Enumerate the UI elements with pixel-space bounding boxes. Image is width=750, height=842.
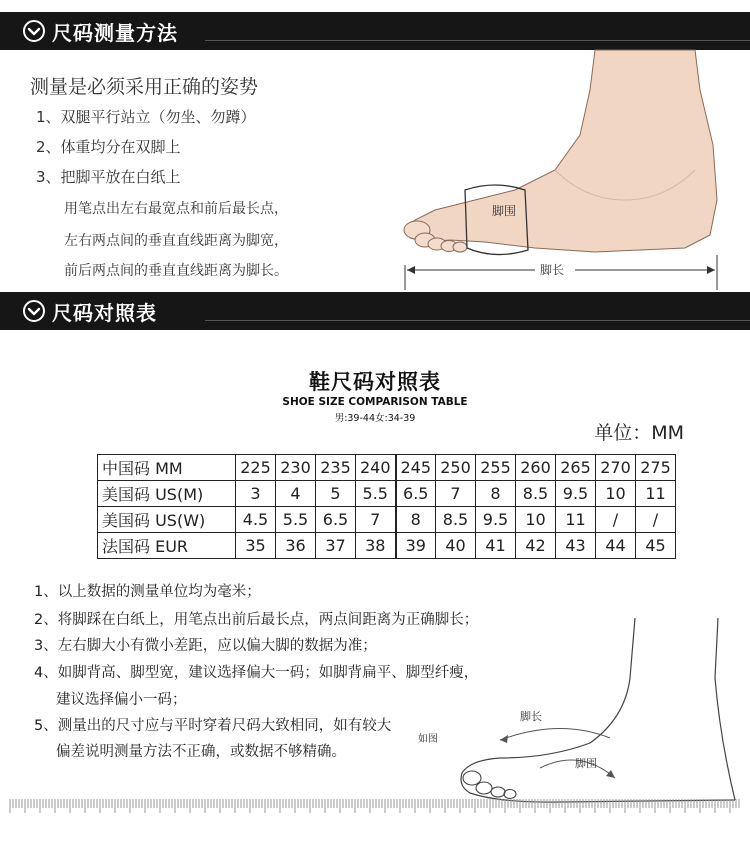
measure-note-1: 用笔点出左右最宽点和前后最长点， [64,201,288,217]
size-cell: 10 [516,507,556,533]
size-row-label: 美国码 US(W) [98,507,236,533]
section-banner-size-chart [0,292,750,330]
banner-divider [205,320,750,321]
size-cell: 240 [356,455,396,481]
size-table-row [98,481,676,507]
measure-step-1: 1、双腿平行站立（勿坐、勿蹲） [36,108,256,126]
size-row-label: 法国码 EUR [98,533,236,559]
size-cell: 275 [636,455,676,481]
size-row-label: 中国码 MM [98,455,236,481]
size-cell: 270 [596,455,636,481]
size-cell: 3 [236,481,276,507]
chevron-down-circle-icon [22,19,46,43]
note-2: 2、将脚踩在白纸上，用笔点出前后最长点，两点间距离为正确脚长； [34,612,479,628]
foot-outline-illustration [418,618,740,808]
size-table-title: 鞋尺码对照表 [309,370,441,394]
note-5: 5、测量出的尺寸应与平时穿着尺码大致相同，如有较大 [34,718,392,734]
size-cell: 7 [356,507,396,533]
size-cell: 265 [556,455,596,481]
size-cell: 11 [636,481,676,507]
size-cell: 8 [476,481,516,507]
size-cell: 8 [396,507,436,533]
size-cell: 4 [276,481,316,507]
size-table-row [98,455,676,481]
size-cell: 8.5 [436,507,476,533]
size-cell: 37 [316,533,356,559]
note-4-cont: 建议选择偏小一码； [56,692,187,708]
size-cell: 39 [396,533,436,559]
size-cell: / [596,507,636,533]
outline-length-label: 脚长 [520,710,542,723]
size-cell: 7 [436,481,476,507]
measure-step-2: 2、体重均分在双脚上 [36,138,181,156]
size-cell: 255 [476,455,516,481]
size-cell: 235 [316,455,356,481]
size-cell: 35 [236,533,276,559]
measure-heading: 测量是必须采用正确的姿势 [30,76,259,98]
size-cell: 260 [516,455,556,481]
note-1: 1、以上数据的测量单位均为毫米； [34,584,261,600]
size-cell: 11 [556,507,596,533]
chevron-down-circle-icon [22,299,46,323]
size-cell: 250 [436,455,476,481]
measure-note-3: 前后两点间的垂直直线距离为脚长。 [64,263,288,279]
size-cell: 5.5 [276,507,316,533]
size-cell: 41 [476,533,516,559]
size-cell: 5 [316,481,356,507]
size-table-row [98,533,676,559]
size-cell: 9.5 [476,507,516,533]
section-title: 尺码对照表 [52,300,157,325]
size-cell: 245 [396,455,436,481]
size-cell: 6.5 [316,507,356,533]
banner-divider [205,40,750,41]
size-table-row [98,507,676,533]
size-range-text: 男:39-44女:34-39 [334,413,416,424]
size-cell: 5.5 [356,481,396,507]
size-cell: 43 [556,533,596,559]
size-cell: 38 [356,533,396,559]
size-comparison-table [97,454,676,559]
size-cell: 45 [636,533,676,559]
size-cell: 9.5 [556,481,596,507]
measure-method-panel [0,50,750,292]
size-cell: 42 [516,533,556,559]
size-cell: 6.5 [396,481,436,507]
measure-step-3: 3、把脚平放在白纸上 [36,168,181,186]
size-row-label: 美国码 US(M) [98,481,236,507]
outline-girth-label: 脚围 [575,757,597,770]
foot-length-label: 脚长 [540,263,565,277]
size-cell: 4.5 [236,507,276,533]
size-cell: 8.5 [516,481,556,507]
section-title: 尺码测量方法 [52,20,178,45]
outline-figure-label: 如图 [418,734,438,745]
note-3: 3、左右脚大小有微小差距，应以偏大脚的数据为准； [34,638,377,654]
size-cell: / [636,507,676,533]
size-cell: 225 [236,455,276,481]
foot-girth-label: 脚围 [492,204,517,218]
size-cell: 10 [596,481,636,507]
size-cell: 36 [276,533,316,559]
size-cell: 44 [596,533,636,559]
size-table-subtitle: SHOE SIZE COMPARISON TABLE [282,396,468,408]
note-5-cont: 偏差说明测量方法不正确，或数据不够精确。 [56,744,346,760]
size-cell: 230 [276,455,316,481]
unit-label: 单位：MM [594,422,684,444]
foot-measure-illustration [395,50,730,290]
section-banner-measure [0,12,750,50]
measure-note-2: 左右两点间的垂直直线距离为脚宽， [64,233,288,249]
decorative-ruler [10,799,740,813]
size-cell: 40 [436,533,476,559]
note-4: 4、如脚背高、脚型宽，建议选择偏大一码；如脚背扁平、脚型纤瘦， [34,665,479,681]
